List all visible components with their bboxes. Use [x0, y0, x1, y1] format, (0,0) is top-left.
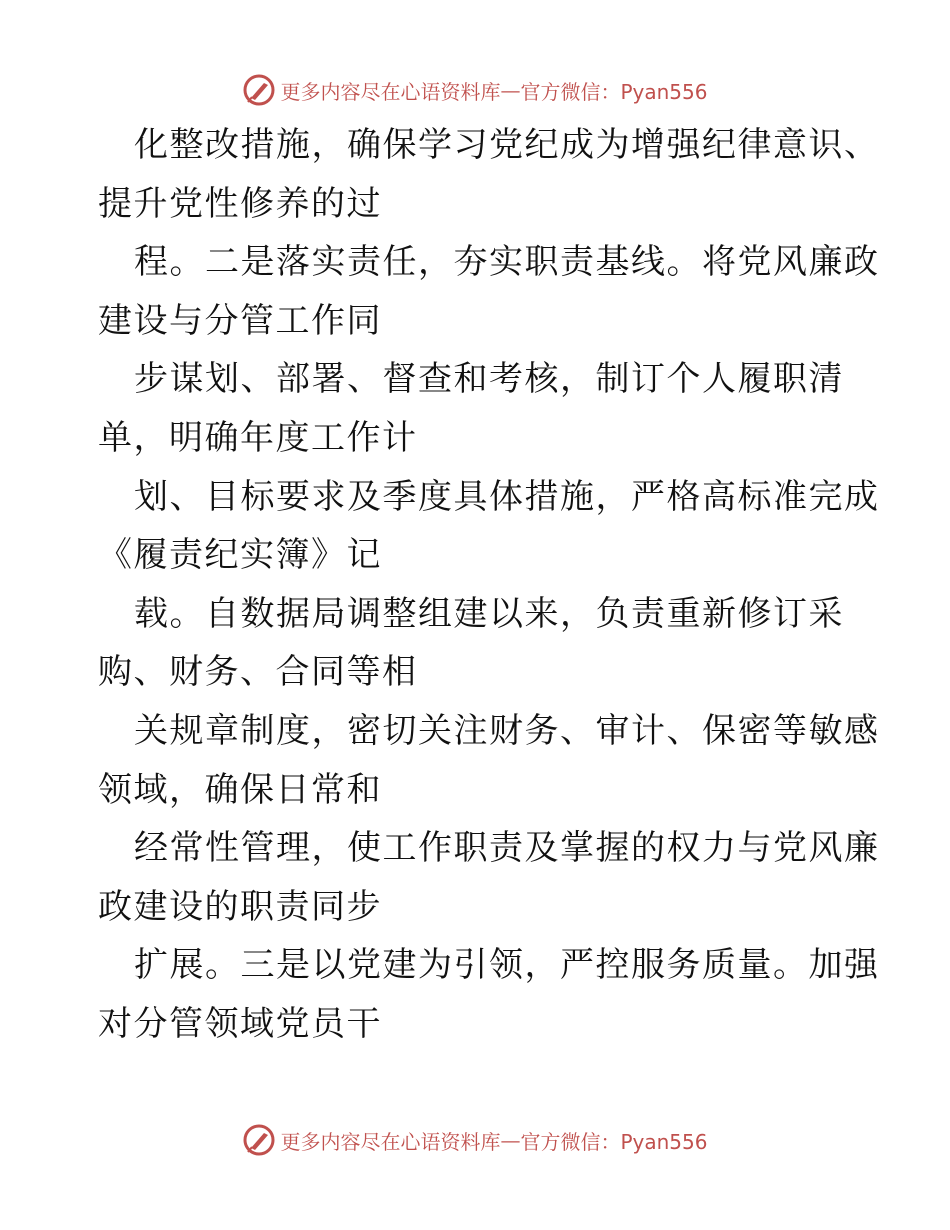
header-banner — [0, 70, 950, 110]
body-line: 对分管领域党员干 — [98, 1003, 382, 1044]
body-line: 《履责纪实簿》记 — [98, 535, 382, 576]
banner-wechat-text: 官方微信：Pyan556 — [520, 79, 708, 104]
body-line: 步谋划、部署、督查和考核，制订个人履职清 — [134, 359, 844, 400]
quill-logo-icon — [242, 1123, 276, 1157]
body-line: 载。自数据局调整组建以来，负责重新修订采 — [134, 593, 844, 634]
body-line: 单，明确年度工作计 — [98, 417, 418, 458]
body-line: 化整改措施，确保学习党纪成为增强纪律意识、 — [134, 125, 880, 165]
body-line: 建设与分管工作同 — [98, 300, 382, 341]
body-line: 关规章制度，密切关注财务、审计、保密等敏感 — [134, 710, 880, 751]
banner-site-text: 更多内容尽在心语资料库 — [280, 79, 501, 104]
body-line: 程。二是落实责任，夯实职责基线。将党风廉政 — [134, 242, 880, 283]
banner-dash: — — [500, 78, 521, 102]
banner-dash: — — [500, 1128, 521, 1152]
document-body — [98, 116, 880, 1054]
body-line: 购、财务、合同等相 — [98, 652, 418, 693]
body-line: 政建设的职责同步 — [98, 886, 382, 927]
banner-site-text: 更多内容尽在心语资料库 — [280, 1129, 501, 1154]
banner-wechat-text: 官方微信：Pyan556 — [520, 1129, 708, 1154]
body-line: 划、目标要求及季度具体措施，严格高标准完成 — [134, 476, 880, 517]
body-line: 经常性管理，使工作职责及掌握的权力与党风廉 — [134, 828, 880, 869]
body-line: 扩展。三是以党建为引领，严控服务质量。加强 — [134, 945, 880, 986]
quill-logo-icon — [242, 73, 276, 107]
body-line: 领域，确保日常和 — [98, 769, 382, 810]
body-line: 提升党性修养的过 — [98, 183, 382, 224]
footer-banner — [0, 1120, 950, 1160]
